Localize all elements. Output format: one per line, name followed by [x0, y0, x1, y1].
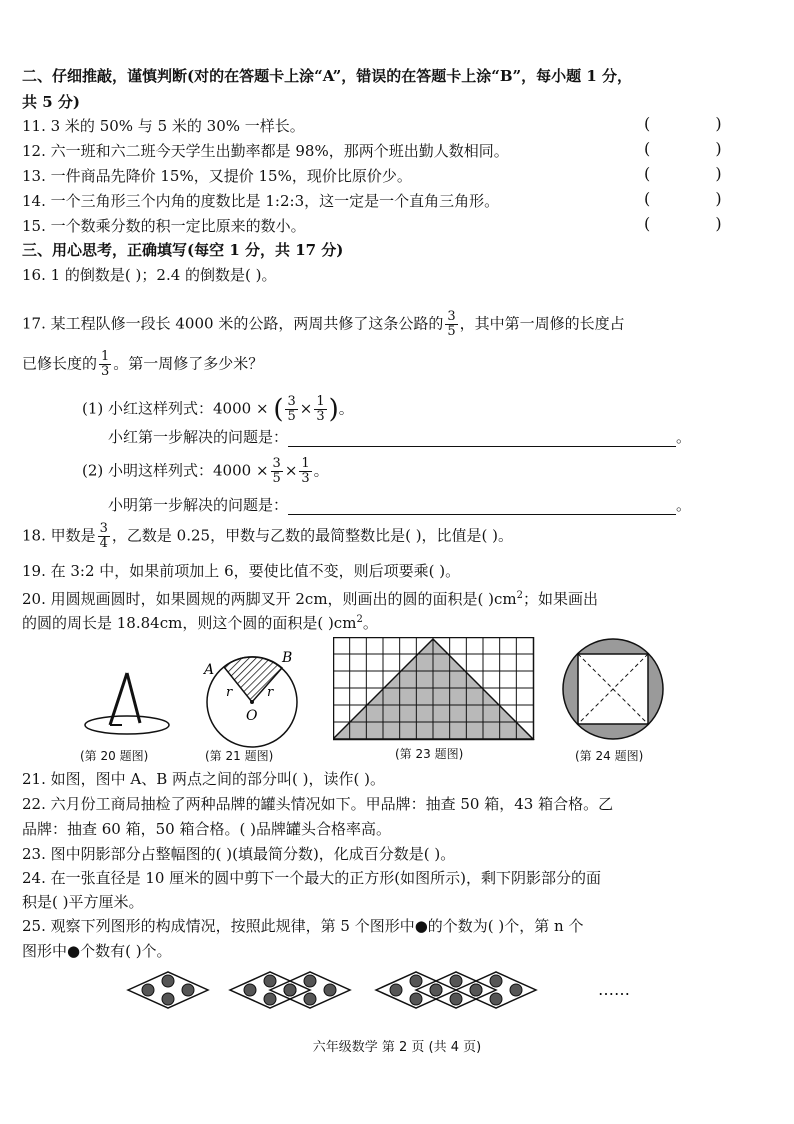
pattern-dot — [490, 975, 502, 987]
fraction-1-3: $\frac{1}{3}$ — [101, 349, 110, 379]
fraction-3-5: $\frac{3}{5}$ — [447, 309, 456, 339]
radius-label-2: r — [267, 685, 274, 700]
pattern-dot — [450, 975, 462, 987]
question-17-line1: 17. 某工程队修一段长 4000 米的公路，两周共修了这条公路的 $\frac{3}{5}$ ，其中第一周修的长度占 — [22, 309, 625, 339]
point-o-label: O — [246, 708, 258, 724]
answer-blank-17-2[interactable] — [288, 494, 676, 515]
pattern-ellipsis: …… — [598, 980, 630, 999]
question-17-sub2-formula: (2) 小明这样列式：4000 × $\frac{3}{5}$ × $\frac{1}{3}$ 。 — [82, 456, 329, 486]
pattern-dot — [410, 975, 422, 987]
page-footer: 六年级数学 第 2 页 (共 4 页) — [312, 1040, 482, 1055]
answer-paren-12[interactable]: ( ) — [644, 139, 752, 158]
section2-heading-line2: 共 5 分) — [22, 93, 80, 111]
question-17-line2: 已修长度的 $\frac{1}{3}$ 。第一周修了多少米？ — [22, 349, 264, 379]
question-24-line2: 积是( )平方厘米。 — [22, 893, 144, 911]
compass-figure — [82, 665, 172, 740]
pattern-dot — [430, 984, 442, 996]
pattern-dot — [450, 993, 462, 1005]
question-20-line1: 20. 用圆规画圆时，如果圆规的两脚叉开 2cm，则画出的圆的面积是( )$cm^2$；如果画出 — [22, 590, 599, 608]
diamond-pattern-figure — [120, 968, 560, 1018]
question-25-line1: 25. 观察下列图形的构成情况，按照此规律，第 5 个图形中●的个数为( )个，第 n 个 — [22, 917, 584, 935]
question-21: 21. 如图，图中 A、B 两点之间的部分叫( )，读作( )。 — [22, 770, 385, 788]
pattern-dot — [410, 993, 422, 1005]
caption-fig20: (第 20 题图) — [80, 749, 149, 763]
question-18: 18. 甲数是 $\frac{3}{4}$ ，乙数是 0.25，甲数与乙数的最简整数比是( )，比值是( )。 — [22, 521, 514, 551]
pattern-dot — [162, 975, 174, 987]
square-in-circle-figure — [560, 637, 670, 743]
question-24-line1: 24. 在一张直径是 10 厘米的圆中剪下一个最大的正方形(如图所示)，剩下阴影部分的面 — [22, 869, 601, 887]
answer-blank-17-1[interactable] — [288, 426, 676, 447]
caption-fig21: (第 21 题图) — [205, 749, 274, 763]
caption-fig24: (第 24 题图) — [575, 749, 644, 763]
pattern-dot — [142, 984, 154, 996]
pattern-dot — [390, 984, 402, 996]
answer-paren-13[interactable]: ( ) — [644, 164, 752, 183]
question-17-sub2-answer: 小明第一步解决的问题是： 。 — [108, 496, 692, 514]
caption-fig23: (第 23 题图) — [395, 747, 464, 761]
pattern-dot — [162, 993, 174, 1005]
question-23: 23. 图中阴影部分占整幅图的( )(填最简分数)，化成百分数是( )。 — [22, 845, 456, 863]
answer-paren-14[interactable]: ( ) — [644, 189, 752, 208]
question-25-line2: 图形中●个数有( )个。 — [22, 942, 172, 960]
question-12: 12. 六一班和六二班今天学生出勤率都是 98%，那两个班出勤人数相同。 — [22, 142, 509, 160]
point-a-label: A — [204, 662, 215, 678]
pattern-dot — [470, 984, 482, 996]
pattern-dot — [304, 993, 316, 1005]
question-19: 19. 在 3:2 中，如果前项加上 6，要使比值不变，则后项要乘( )。 — [22, 562, 461, 580]
question-15: 15. 一个数乘分数的积一定比原来的数小。 — [22, 217, 306, 235]
question-17-sub1-answer: 小红第一步解决的问题是： 。 — [108, 428, 692, 446]
pattern-dot — [284, 984, 296, 996]
question-20-line2: 的圆的周长是 18.84cm，则这个圆的面积是( )$cm^2$。 — [22, 614, 378, 632]
pattern-dot — [264, 993, 276, 1005]
section3-heading: 三、用心思考，正确填写(每空 1 分，共 17 分) — [22, 241, 344, 259]
answer-paren-11[interactable]: ( ) — [644, 114, 752, 133]
pattern-dot — [510, 984, 522, 996]
point-b-label: B — [282, 650, 293, 666]
question-22-line2: 品牌：抽查 60 箱，50 箱合格。( )品牌罐头合格率高。 — [22, 820, 391, 838]
pattern-dot — [182, 984, 194, 996]
pattern-dot — [324, 984, 336, 996]
circle-sector-figure — [200, 650, 310, 750]
question-17-sub1-formula: (1) 小红这样列式：4000 × ( $\frac{3}{5}$ × $\frac{1}{3}$ )。 — [82, 394, 354, 425]
section2-heading-line1: 二、仔细推敲，谨慎判断(对的在答题卡上涂“A”，错误的在答题卡上涂“B”，每小题 1 分， — [22, 67, 633, 85]
grid-triangle-figure — [333, 637, 537, 741]
question-11: 11. 3 米的 50% 与 5 米的 30% 一样长。 — [22, 117, 305, 135]
answer-paren-15[interactable]: ( ) — [644, 214, 752, 233]
pattern-dot — [264, 975, 276, 987]
pattern-dot — [304, 975, 316, 987]
question-16: 16. 1 的倒数是( )；2.4 的倒数是( )。 — [22, 266, 277, 284]
question-22-line1: 22. 六月份工商局抽检了两种品牌的罐头情况如下。甲品牌：抽查 50 箱，43 箱合格。乙 — [22, 795, 614, 813]
pattern-dot — [244, 984, 256, 996]
question-13: 13. 一件商品先降价 15%，又提价 15%，现价比原价少。 — [22, 167, 412, 185]
pattern-dot — [490, 993, 502, 1005]
question-14: 14. 一个三角形三个内角的度数比是 1:2:3，这一定是一个直角三角形。 — [22, 192, 500, 210]
radius-label-1: r — [226, 685, 233, 700]
